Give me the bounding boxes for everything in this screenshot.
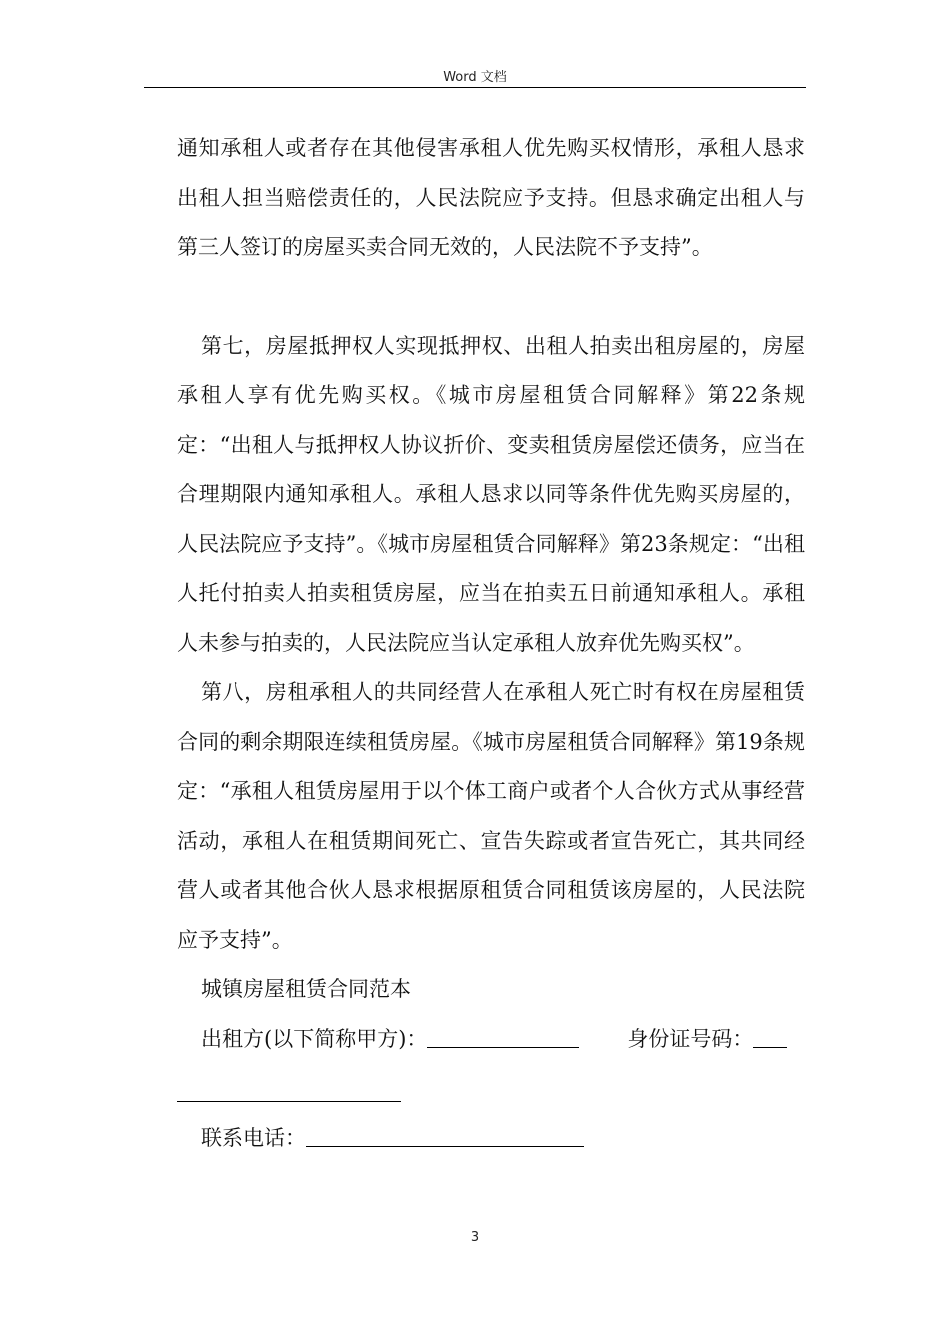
paragraph-continuation: 通知承租人或者存在其他侵害承租人优先购买权情形，承租人恳求出租人担当赔偿责任的，人民法院应予支持。但恳求确定出租人与第三人签订的房屋买卖合同无效的，人民法院不予支持”。	[177, 136, 805, 259]
header-divider	[144, 87, 806, 88]
page-header-title: Word 文档	[443, 70, 507, 85]
lessor-label: 出租方(以下简称甲方)：	[201, 1026, 428, 1051]
id-number-label: 身份证号码：	[627, 1026, 754, 1051]
lessor-line	[177, 1015, 805, 1065]
id-number-blank-continued	[177, 1064, 401, 1102]
page-number: 3	[470, 1230, 480, 1245]
paragraph-spacer	[177, 273, 805, 322]
contract-heading: 城镇房屋租赁合同范本	[201, 977, 411, 1001]
phone-blank	[306, 1126, 584, 1147]
paragraph-seventh: 第七，房屋抵押权人实现抵押权、出租人拍卖出租房屋的，房屋承租人享有优先购买权。《城市房屋租赁合同解释》第22条规定：“出租人与抵押权人协议折价、变卖租赁房屋偿还债务，应当在合理期限内通知承租人。承租人恳求以同等条件优先购买房屋的，人民法院应予支持”。《城市房屋租赁合同解释》第23条规定：“出租人托付拍卖人拍卖租赁房屋，应当在拍卖五日前通知承租人。承租人未参与拍卖的，人民法院应当认定承租人放弃优先购买权”。	[177, 333, 805, 655]
id-number-blank	[753, 1027, 787, 1048]
phone-label: 联系电话：	[201, 1126, 306, 1150]
phone-line	[177, 1114, 805, 1164]
lessor-name-blank	[427, 1027, 579, 1048]
paragraph-eighth: 第八，房租承租人的共同经营人在承租人死亡时有权在房屋租赁合同的剩余期限连续租赁房屋。《城市房屋租赁合同解释》第19条规定：“承租人租赁房屋用于以个体工商户或者个人合伙方式从事经营活动，承租人在租赁期间死亡、宣告失踪或者宣告死亡，其共同经营人或者其他合伙人恳求根据原租赁合同租赁该房屋的，人民法院应予支持”。	[177, 680, 805, 952]
document-body	[177, 124, 805, 1164]
